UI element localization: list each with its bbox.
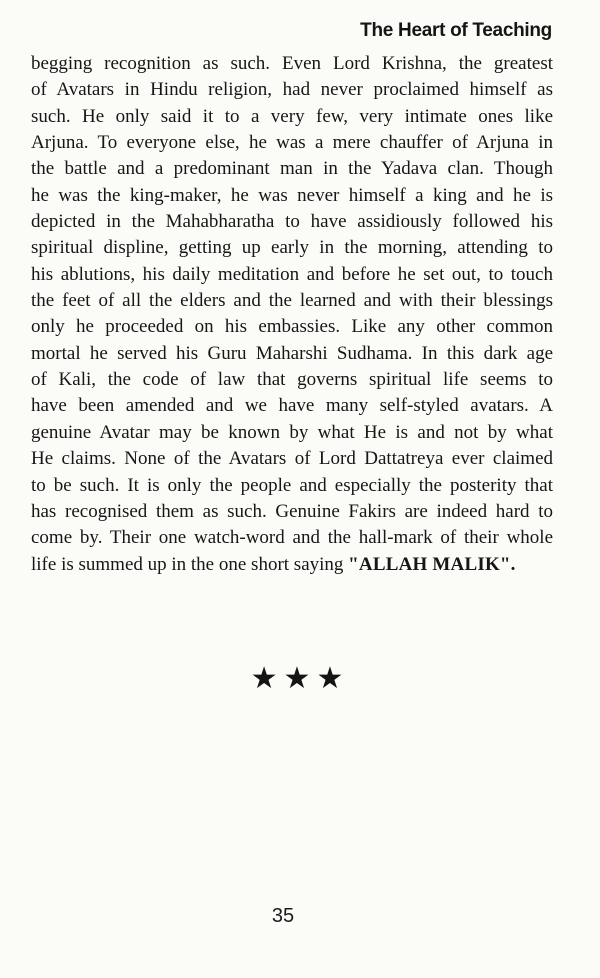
text-line: Arjuna. To everyone else, he was a mere chauffer of Arjuna in — [31, 132, 553, 154]
running-head: The Heart of Teaching — [360, 20, 552, 41]
text-line: come by. Their one watch-word and the hall-mark of their whole — [31, 527, 553, 549]
page-number: 35 — [271, 905, 295, 927]
text-line: of Avatars in Hindu religion, had never proclaimed himself as — [31, 79, 553, 101]
text-line: to be such. It is only the people and especially the posterity that — [31, 474, 553, 496]
text-line: depicted in the Mahabharatha to have assidiously followed his — [31, 211, 553, 233]
text-line: mortal he served his Guru Maharshi Sudhama. In this dark age — [31, 342, 553, 364]
text-line: genuine Avatar may be known by what He is and not by what — [31, 421, 553, 443]
final-line-text: life is summed up in the one short saying — [31, 553, 349, 575]
text-line: have been amended and we have many self-styled avatars. A — [31, 395, 553, 417]
final-text-line — [31, 552, 553, 578]
text-line: the feet of all the elders and the learned and with their blessings — [31, 290, 553, 312]
text-line: he was the king-maker, he was never himself a king and he is — [31, 184, 553, 206]
section-break-stars-icon: ★★★ — [250, 661, 350, 696]
text-line: spiritual displine, getting up early in the morning, attending to — [31, 237, 553, 259]
text-line: has recognised them as such. Genuine Fakirs are indeed hard to — [31, 500, 553, 522]
text-line: the battle and a predominant man in the Yadava clan. Though — [31, 158, 553, 180]
body-paragraph — [31, 51, 553, 578]
text-line: He claims. None of the Avatars of Lord Dattatreya ever claimed — [31, 448, 553, 470]
text-line: of Kali, the code of law that governs spiritual life seems to — [31, 369, 553, 391]
text-line: such. He only said it to a very few, very intimate ones like — [31, 105, 553, 127]
text-line: only he proceeded on his embassies. Like any other common — [31, 316, 553, 338]
text-line: begging recognition as such. Even Lord Krishna, the greatest — [31, 53, 553, 74]
text-line: his ablutions, his daily meditation and before he set out, to touch — [31, 263, 553, 285]
allah-malik-emphasis: "ALLAH MALIK". — [348, 553, 516, 575]
